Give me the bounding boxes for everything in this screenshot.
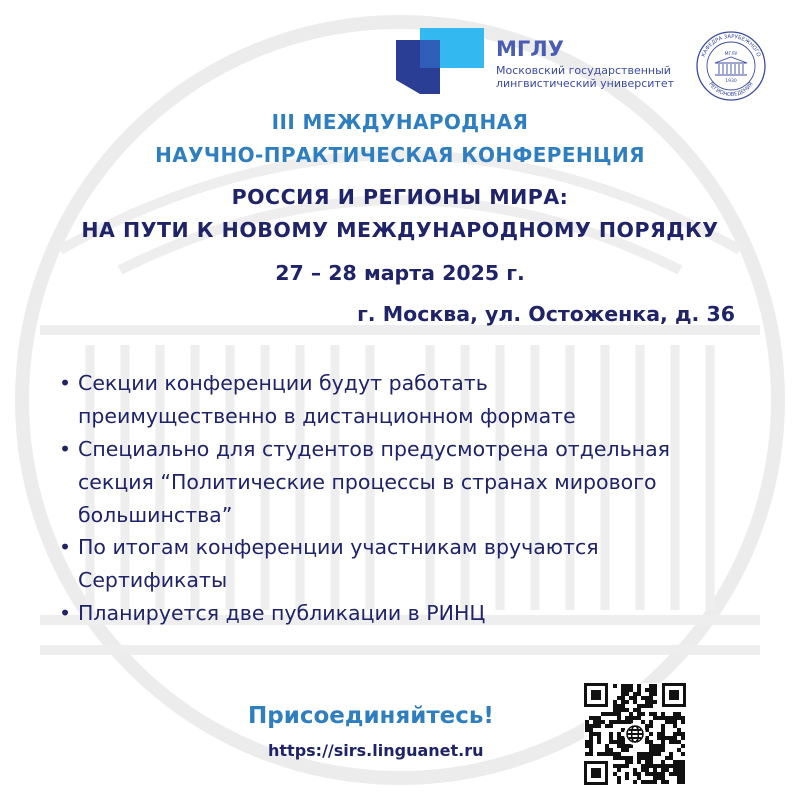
conference-heading-line1: III МЕЖДУНАРОДНАЯ <box>271 110 529 134</box>
conference-title-line1: РОССИЯ И РЕГИОНЫ МИРА: <box>231 185 569 209</box>
seal-bottom-text: РЕГИОНОВЕДЕНИЯ <box>707 81 755 99</box>
department-seal-icon <box>695 30 767 102</box>
bullet-text-line: секция “Политические процессы в странах мирового <box>78 469 657 494</box>
bullet-text-line: Планируется две публикации в РИНЦ <box>78 600 486 625</box>
seal-year: 1930 <box>725 79 737 84</box>
list-item <box>60 433 770 532</box>
bullet-text-line: Секции конференции будут работать <box>78 371 488 395</box>
bullet-text-line: По итогам конференции участникам вручаются <box>78 535 599 559</box>
bullet-text-line: большинства” <box>78 502 233 527</box>
list-item <box>60 367 770 433</box>
conference-date: 27 – 28 марта 2025 г. <box>275 261 525 285</box>
mglu-logo-icon <box>396 28 484 94</box>
website-link[interactable]: https://sirs.linguanet.ru <box>268 741 484 760</box>
bullet-dot: • <box>59 371 72 395</box>
bullet-text-line: Специально для студентов предусмотрена отдельная <box>78 436 670 461</box>
conference-heading-line2: НАУЧНО-ПРАКТИЧЕСКАЯ КОНФЕРЕНЦИЯ <box>155 143 645 167</box>
logo-name-line1: Московский государственный <box>496 64 671 77</box>
bullet-dot: • <box>59 535 72 559</box>
seal-top-text: КАФЕДРА ЗАРУБЕЖНОГО <box>700 33 762 58</box>
university-logo-text <box>496 38 674 90</box>
info-bullet-list <box>60 367 770 629</box>
list-item <box>60 597 770 630</box>
bullet-dot: • <box>59 436 72 461</box>
logo-abbreviation: МГЛУ <box>496 37 564 61</box>
bullet-text-line: преимущественно в дистанционном формате <box>78 404 576 428</box>
bullet-text-line: Сертификаты <box>78 568 228 592</box>
bullet-dot: • <box>59 600 72 625</box>
join-call-to-action: Присоединяйтесь! <box>248 703 494 729</box>
list-item <box>60 531 770 597</box>
conference-address: г. Москва, ул. Остоженка, д. 36 <box>357 302 735 326</box>
seal-center-top: МГЛУ <box>724 52 738 57</box>
conference-title-line2: НА ПУТИ К НОВОМУ МЕЖДУНАРОДНОМУ ПОРЯДКУ <box>81 218 719 242</box>
logo-name-line2: лингвистический университет <box>496 77 675 90</box>
qr-code[interactable] <box>584 683 686 785</box>
